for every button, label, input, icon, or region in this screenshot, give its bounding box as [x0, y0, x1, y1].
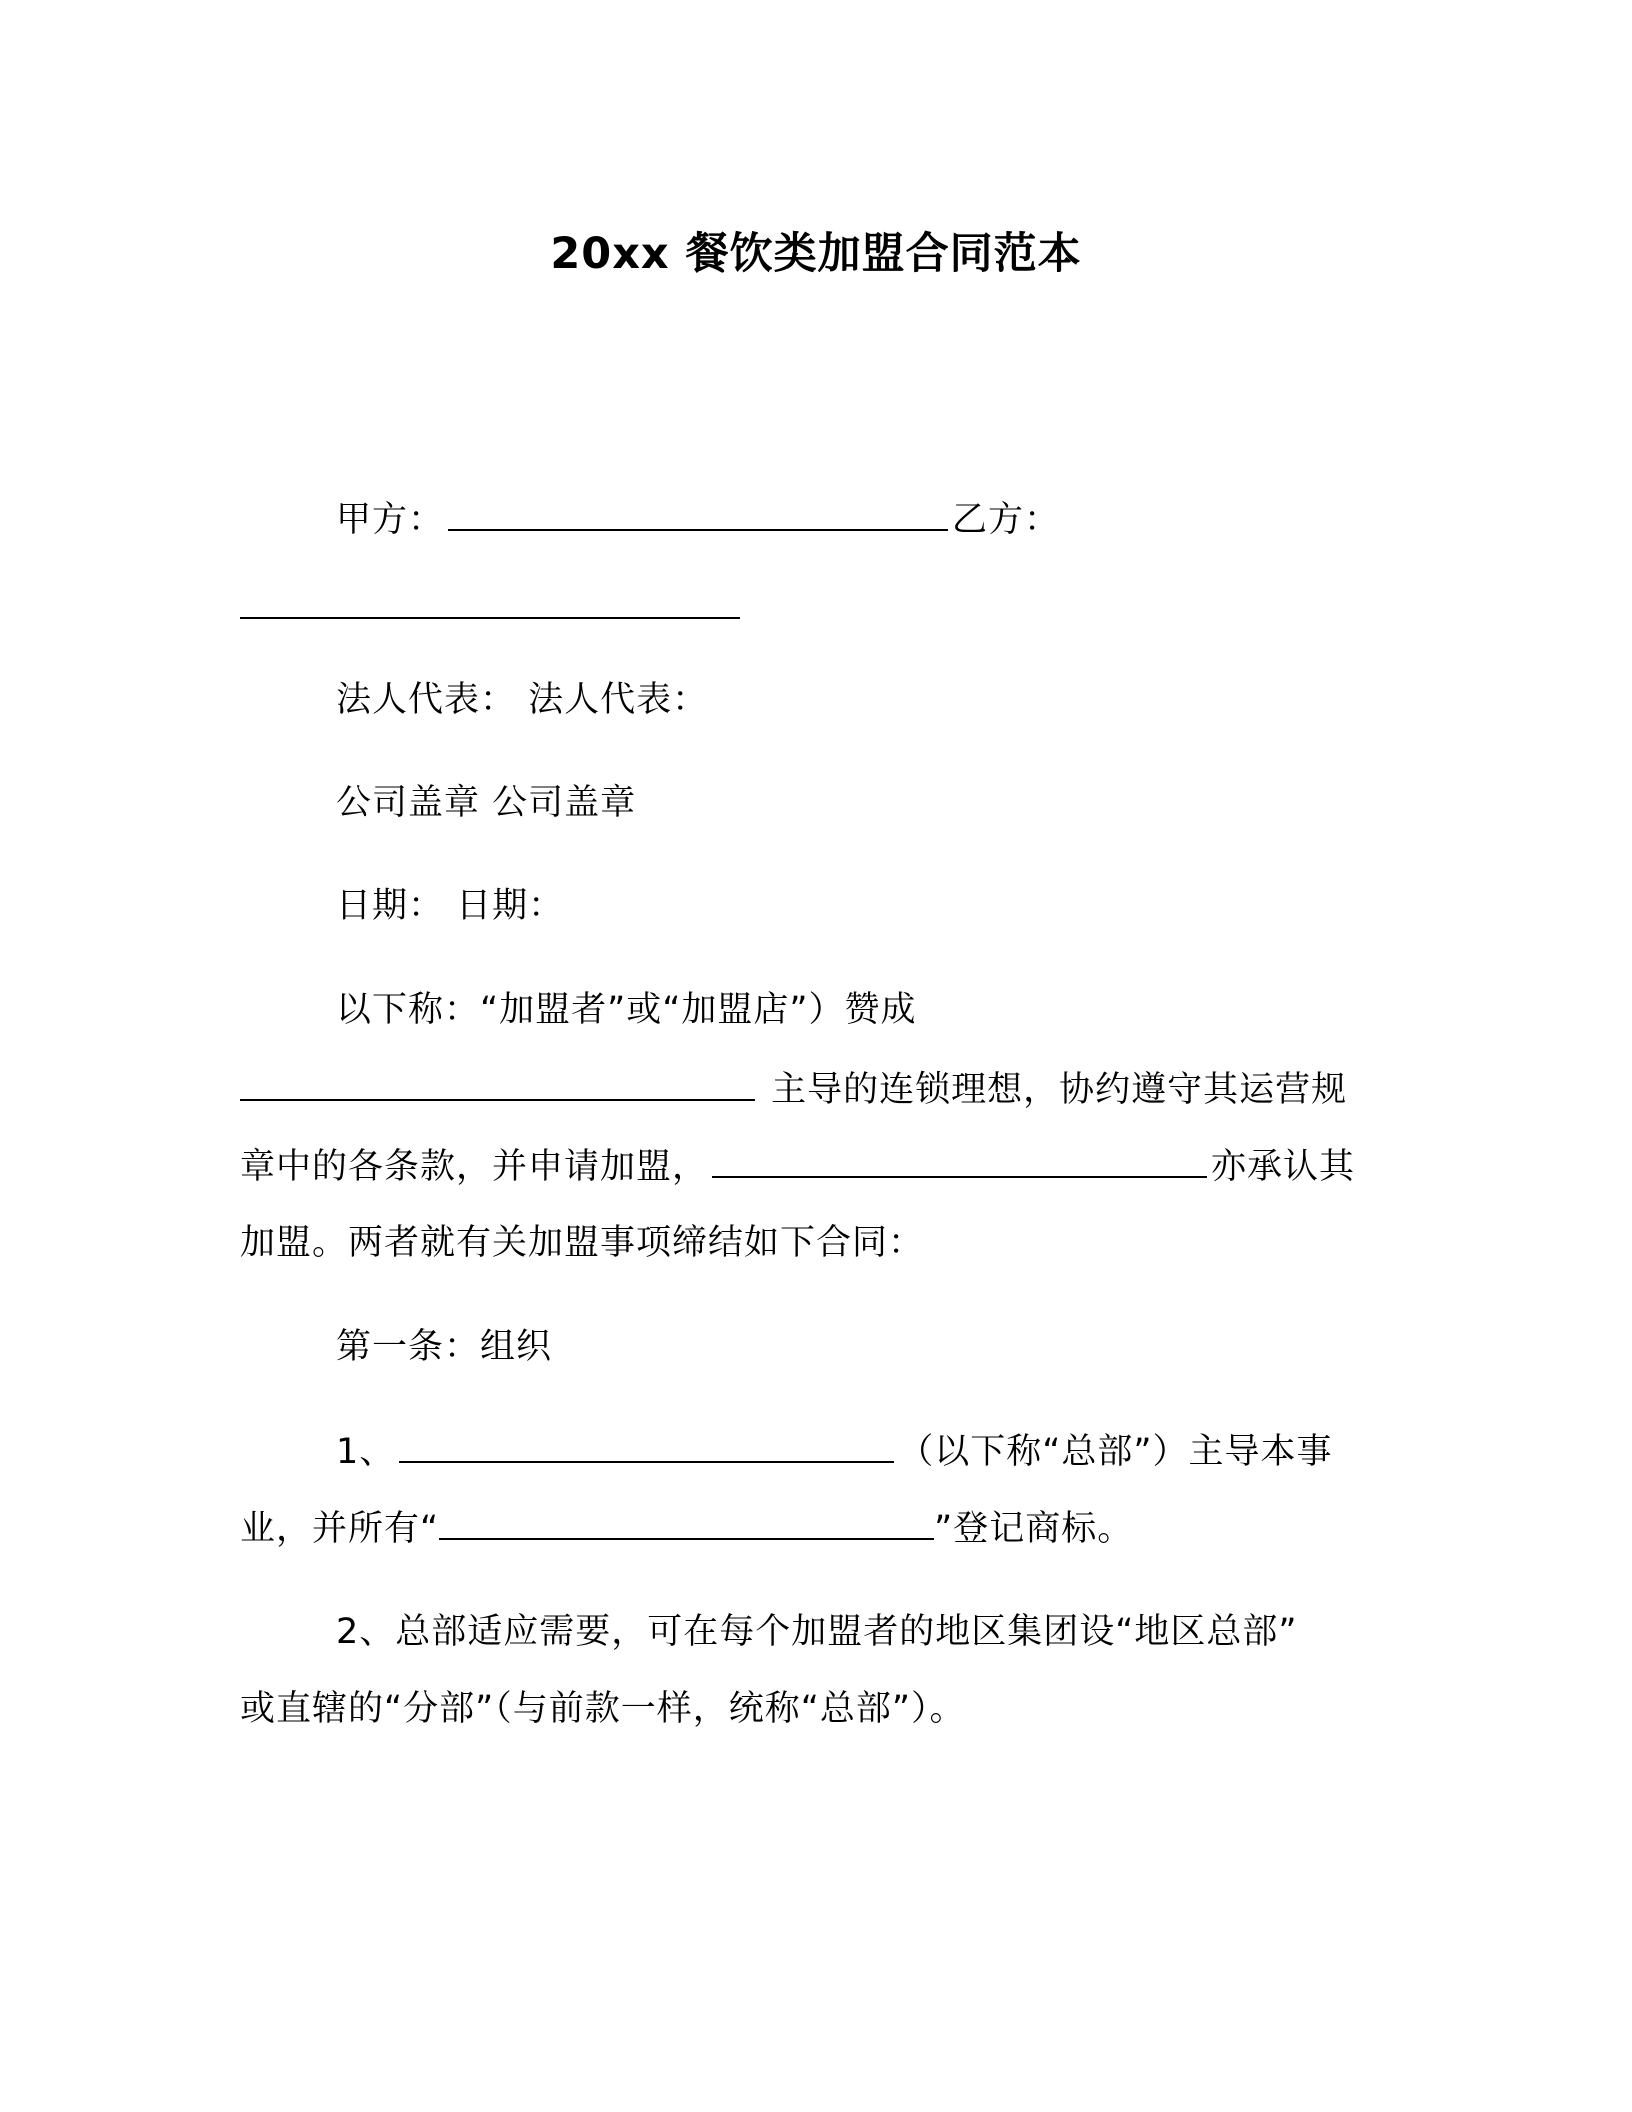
seal-line: 公司盖章 公司盖章 — [336, 783, 637, 823]
paragraph-1-line-1: 以下称：“加盟者”或“加盟店”）赞成 — [336, 990, 917, 1030]
party-line — [336, 495, 1060, 544]
paragraph-1-line-2 — [240, 1065, 1347, 1114]
item-1-line-1 — [336, 1427, 1333, 1476]
item-1-text-2b: ”登记商标。 — [934, 1509, 1134, 1549]
franchisor-blank[interactable] — [240, 1065, 755, 1101]
trademark-blank[interactable] — [439, 1504, 934, 1540]
party-b-blank[interactable] — [240, 583, 740, 619]
item-1-line-2 — [240, 1504, 1133, 1553]
headquarters-blank[interactable] — [399, 1427, 894, 1463]
paragraph-1-line-4: 加盟。两者就有关加盟事项缔结如下合同： — [240, 1223, 925, 1263]
item-2-line-1: 2、总部适应需要，可在每个加盟者的地区集团设“地区总部” — [336, 1612, 1298, 1652]
franchisor-blank-2[interactable] — [712, 1142, 1207, 1178]
paragraph-1-text-3a: 章中的各条款，并申请加盟， — [240, 1147, 709, 1187]
article-1-heading: 第一条：组织 — [336, 1327, 553, 1367]
party-a-blank[interactable] — [448, 495, 948, 531]
paragraph-1-text-3b: 亦承认其 — [1211, 1147, 1356, 1187]
party-b-line — [240, 583, 744, 632]
date-line: 日期： 日期： — [336, 886, 565, 926]
item-1-prefix: 1、 — [336, 1432, 396, 1472]
party-b-label: 乙方： — [952, 500, 1061, 540]
document-title: 20xx 餐饮类加盟合同范本 — [550, 229, 1082, 279]
party-a-label: 甲方： — [336, 500, 445, 540]
item-1-text-2a: 业，并所有“ — [240, 1509, 440, 1549]
paragraph-1-text-2: 主导的连锁理想，协约遵守其运营规 — [759, 1070, 1348, 1110]
legal-rep-line: 法人代表： 法人代表： — [336, 680, 709, 720]
item-2-line-2: 或直辖的“分部”（与前款一样，统称“总部”）。 — [240, 1689, 966, 1729]
paragraph-1-line-3 — [240, 1142, 1355, 1191]
item-1-suffix: （以下称“总部”）主导本事 — [898, 1432, 1333, 1472]
